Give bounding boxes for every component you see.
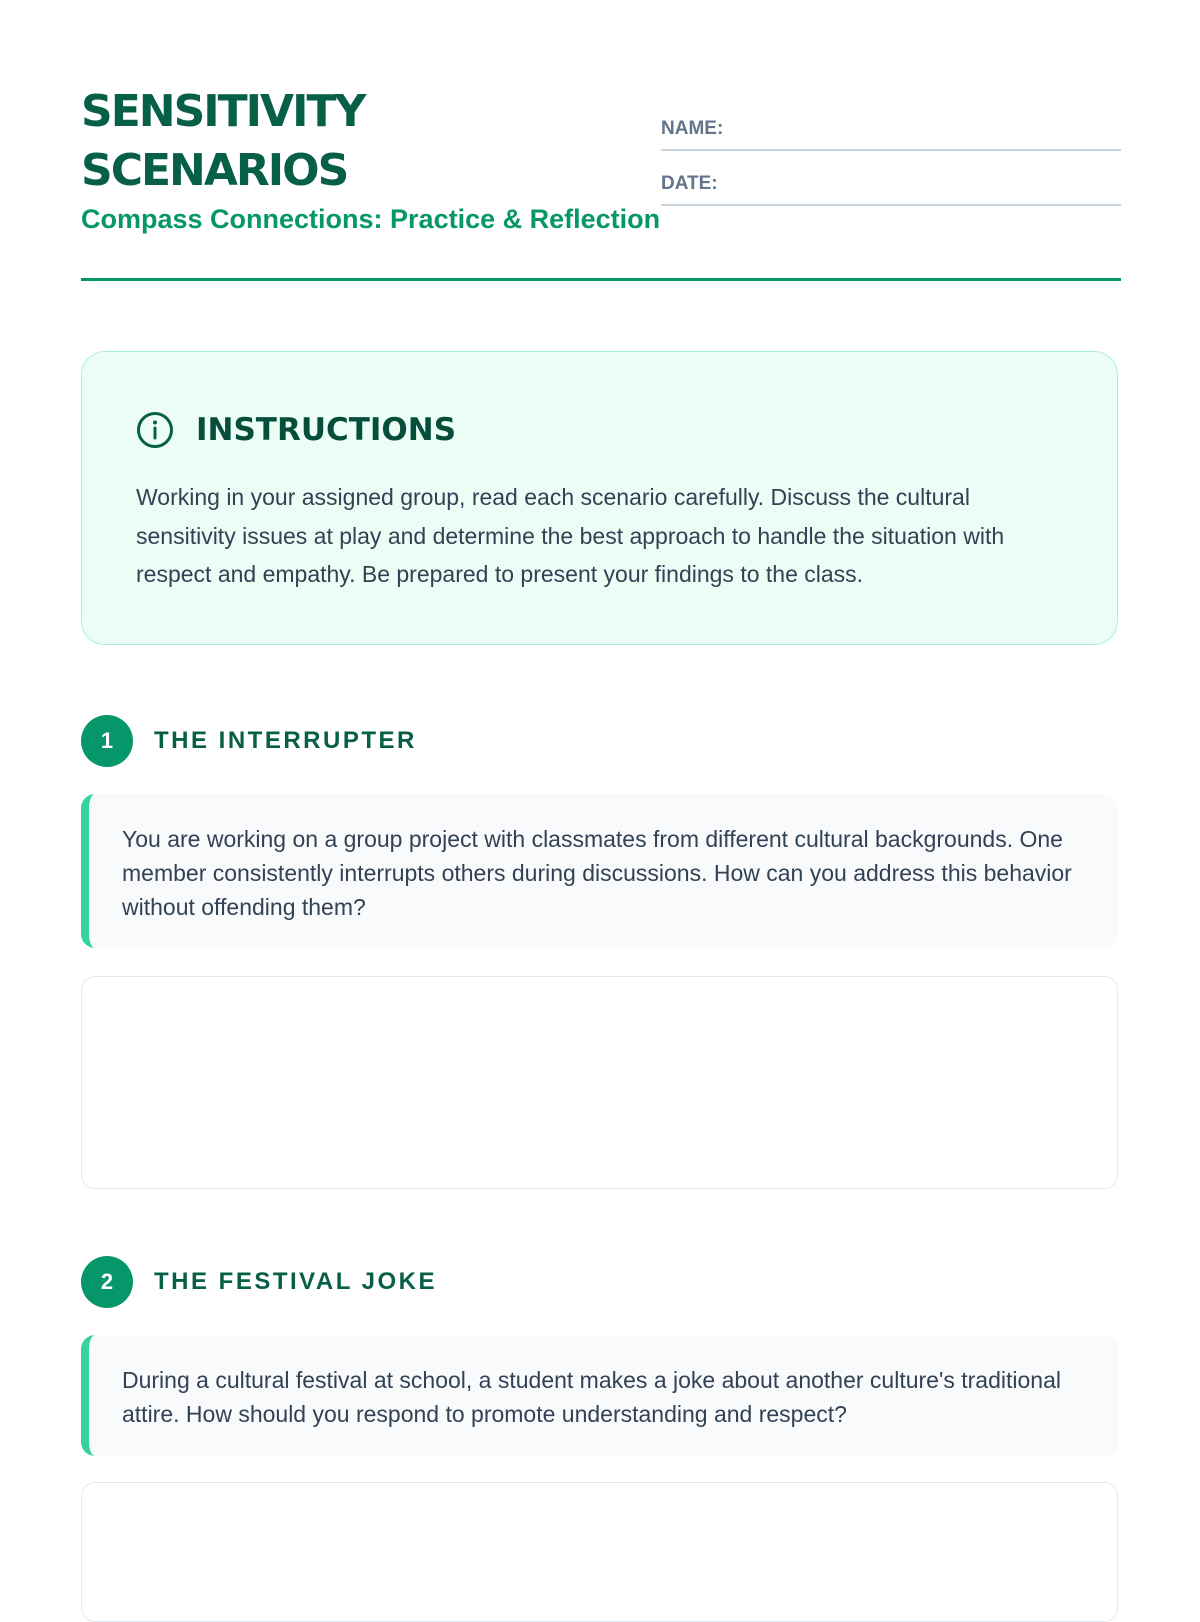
scenario-1-answer-box[interactable] [81, 976, 1118, 1189]
page-title-line-1: SENSITIVITY [81, 86, 365, 137]
scenario-number-badge: 2 [81, 1256, 133, 1308]
scenario-title: THE FESTIVAL JOKE [154, 1268, 437, 1295]
scenario-1-prompt [81, 794, 1118, 948]
scenario-number-badge: 1 [81, 715, 133, 767]
scenario-prompt-text: You are working on a group project with classmates from different cultural backgrounds. One member consistently interrupts others during discussions. How can you address this behavior without offending them? [122, 826, 1072, 920]
name-label: NAME: [661, 118, 724, 139]
scenario-title: THE INTERRUPTER [154, 727, 417, 754]
date-field[interactable] [661, 169, 1121, 206]
name-field[interactable] [661, 114, 1121, 151]
instructions-text: Working in your assigned group, read each scenario carefully. Discuss the cultural sensitivity issues at play and determine the best approach to handle the situation with respect and empathy. Be prepared to present your findings to the class. [136, 484, 1005, 587]
date-label: DATE: [661, 173, 718, 194]
scenario-2-prompt [81, 1335, 1118, 1456]
header-divider [81, 278, 1121, 281]
instructions-panel [81, 351, 1118, 645]
scenario-prompt-text: During a cultural festival at school, a student makes a joke about another culture's traditional attire. How should you respond to promote understanding and respect? [122, 1367, 1061, 1427]
instructions-heading: INSTRUCTIONS [196, 412, 457, 448]
page-subtitle: Compass Connections: Practice & Reflection [81, 204, 661, 234]
scenario-2-answer-box[interactable] [81, 1482, 1118, 1622]
info-circle-icon [136, 411, 174, 449]
page-title-line-2: SCENARIOS [81, 145, 348, 196]
worksheet-header [81, 82, 1121, 284]
